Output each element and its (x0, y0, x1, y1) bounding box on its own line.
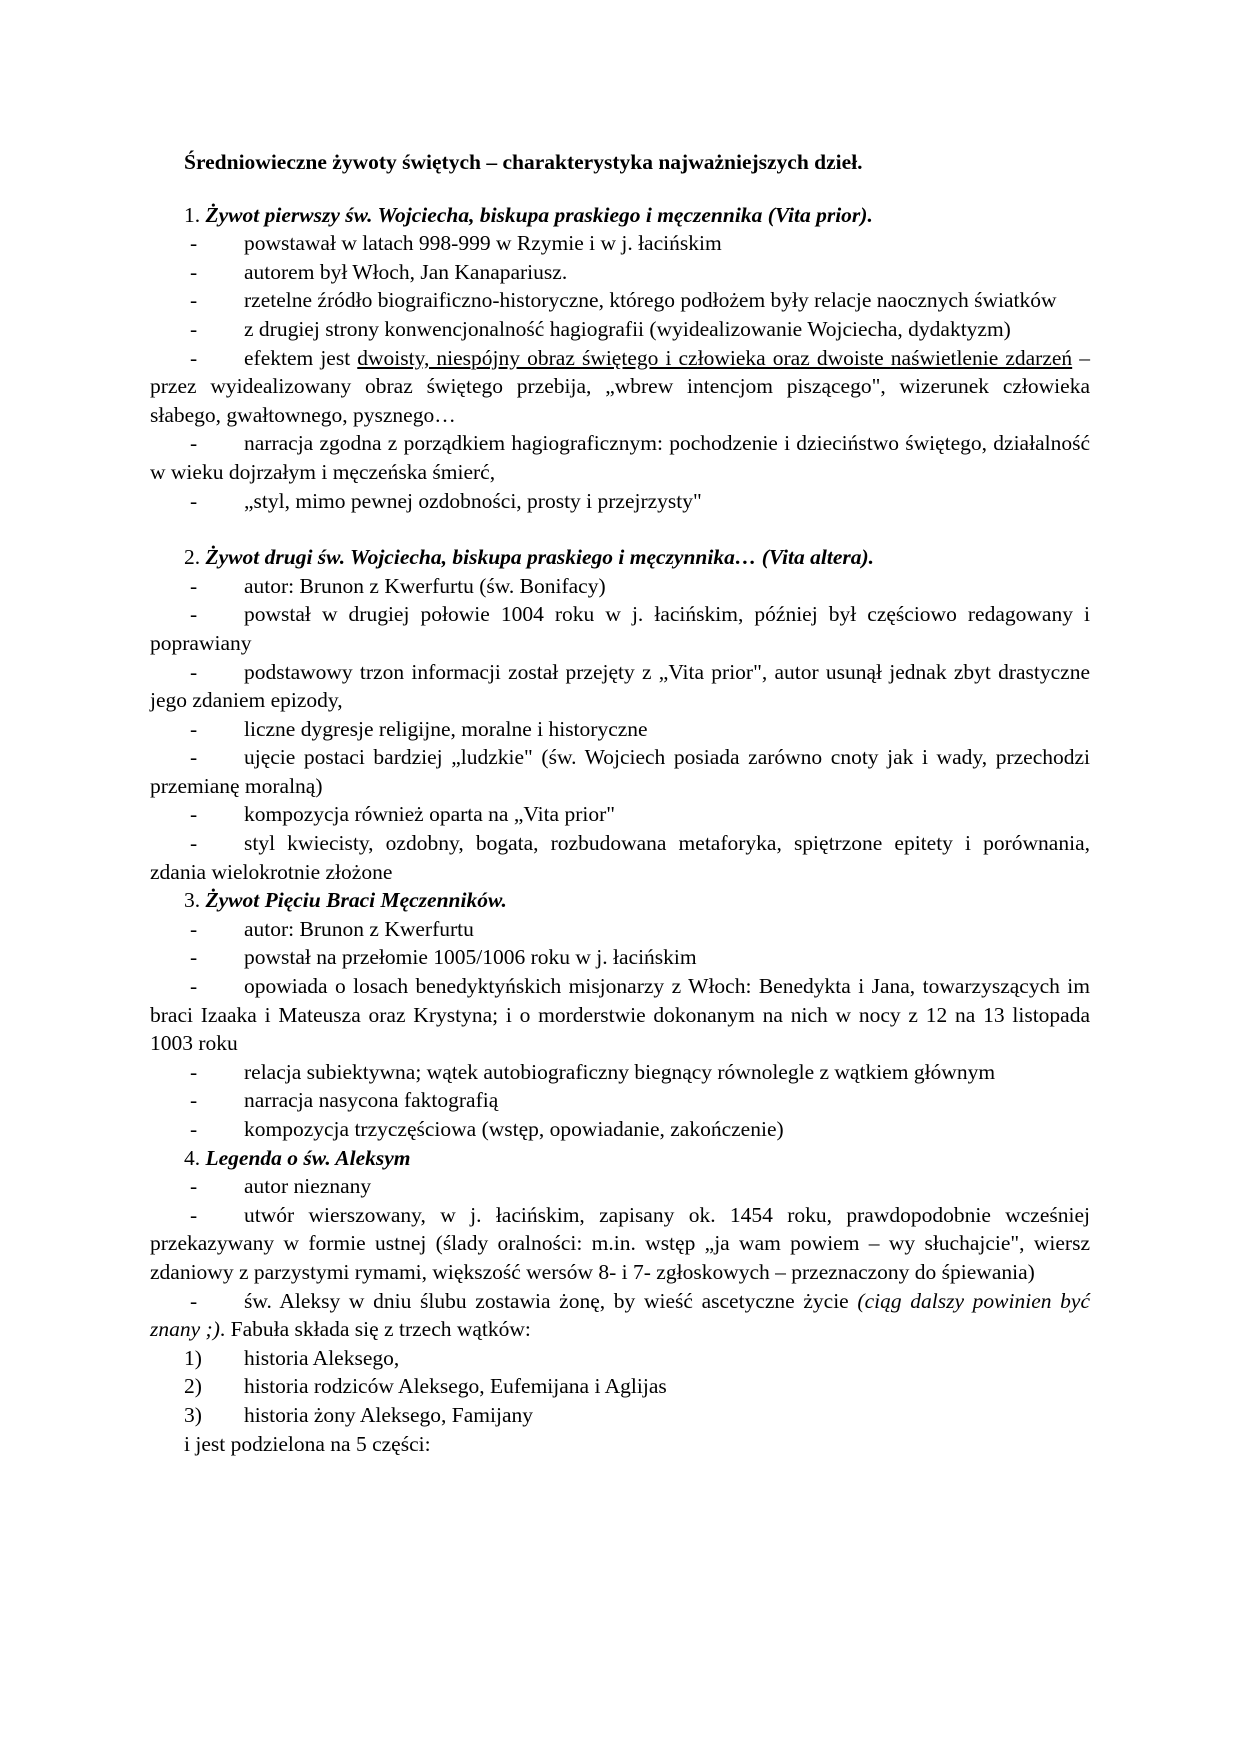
bullet-item: - narracja nasycona faktografią (150, 1086, 1090, 1115)
bullet-item: - kompozycja trzyczęściowa (wstęp, opowiadanie, zakończenie) (150, 1115, 1090, 1144)
bullet-item: - „styl, mimo pewnej ozdobności, prosty i przejrzysty" (150, 487, 1090, 516)
bullet-text: . Fabuła składa się z trzech wątków: (219, 1317, 531, 1342)
bullet-text: św. Aleksy w dniu ślubu zostawia żonę, by wieść ascetyczne życie (244, 1288, 858, 1313)
bullet-text: – przez wyidealizowany obraz świętego przebija, „wbrew intencjom piszącego", wizerunek człowieka słabego, gwałtownego, pysznego… (150, 345, 1091, 427)
bullet-item: - kompozycja również oparta na „Vita prior" (150, 800, 1090, 829)
bullet-item: - utwór wierszowany, w j. łacińskim, zapisany ok. 1454 roku, prawdopodobnie wcześniej przekazywany w formie ustnej (ślady oralności: m.in. wstęp „ja wam powiem – wy słuchajcie", wiersz zdaniowy z parzystymi rymami, większość wersów 8- i 7- zgłoskowych – przeznaczony do śpiewania) (150, 1201, 1090, 1287)
section-heading (184, 1144, 1090, 1173)
bullet-item: - autor nieznany (150, 1172, 1090, 1201)
section-heading (184, 543, 1090, 572)
section-title: Żywot Pięciu Braci Męczenników. (205, 888, 507, 913)
bullet-item: - styl kwiecisty, ozdobny, bogata, rozbudowana metaforyka, spiętrzone epitety i porównania, zdania wielokrotnie złożone (150, 829, 1090, 886)
section-number: 3. (184, 888, 201, 913)
spacer (150, 515, 1090, 543)
bullet-item: - powstał w drugiej połowie 1004 roku w j. łacińskim, później był częściowo redagowany i poprawiany (150, 600, 1090, 657)
italic-aside: (ciąg dalszy powinien być znany ;) (150, 1288, 1091, 1342)
document-title: Średniowieczne żywoty świętych – charakterystyka najważniejszych dzieł. (184, 150, 863, 174)
item-text: historia Aleksego, (244, 1345, 400, 1370)
numbered-item (184, 1372, 1090, 1401)
section-title: Legenda o św. Aleksym (205, 1145, 411, 1170)
bullet-item: - liczne dygresje religijne, moralne i historyczne (150, 715, 1090, 744)
bullet-item: - relacja subiektywna; wątek autobiograficzny biegnący równolegle z wątkiem głównym (150, 1058, 1090, 1087)
bullet-item: - rzetelne źródło biograificzno-historyczne, którego podłożem były relacje naocznych światków (150, 286, 1090, 315)
bullet-item (150, 344, 1090, 430)
section-title: Żywot drugi św. Wojciecha, biskupa praskiego i męczynnika… (Vita altera). (205, 545, 875, 570)
underlined-text: dwoisty, niespójny obraz świętego i człowieka oraz dwoiste naświetlenie zdarzeń (357, 345, 1073, 370)
numbered-item (184, 1344, 1090, 1373)
bullet-item: - autor: Brunon z Kwerfurtu (św. Bonifacy) (150, 572, 1090, 601)
item-text: historia żony Aleksego, Famijany (244, 1402, 534, 1427)
section-number: 4. (184, 1145, 201, 1170)
section-title: Żywot pierwszy św. Wojciecha, biskupa praskiego i męczennika (Vita prior). (205, 202, 873, 227)
numbered-item (184, 1401, 1090, 1430)
closing-line: i jest podzielona na 5 części: (184, 1431, 431, 1456)
bullet-item: - powstawał w latach 998-999 w Rzymie i w j. łacińskim (150, 229, 1090, 258)
item-number: 1) (184, 1345, 202, 1370)
bullet-item: - z drugiej strony konwencjonalność hagiografii (wyidealizowanie Wojciecha, dydaktyzm) (150, 315, 1090, 344)
bullet-text: efektem jest (244, 345, 358, 370)
document-body (150, 148, 1090, 1458)
bullet-item: - ujęcie postaci bardziej „ludzkie" (św. Wojciech posiada zarówno cnoty jak i wady, przechodzi przemianę moralną) (150, 743, 1090, 800)
section-heading (184, 886, 1090, 915)
bullet-item: - autorem był Włoch, Jan Kanapariusz. (150, 258, 1090, 287)
bullet-item: - autor: Brunon z Kwerfurtu (150, 915, 1090, 944)
item-text: historia rodziców Aleksego, Eufemijana i Aglijas (244, 1374, 667, 1399)
item-number: 2) (184, 1374, 202, 1399)
bullet-item: - narracja zgodna z porządkiem hagiograficznym: pochodzenie i dzieciństwo świętego, działalność w wieku dojrzałym i męczeńska śmierć, (150, 429, 1090, 486)
bullet-item: - powstał na przełomie 1005/1006 roku w j. łacińskim (150, 943, 1090, 972)
bullet-item (150, 1287, 1090, 1344)
section-number: 1. (184, 202, 201, 227)
section-heading (184, 201, 1090, 230)
bullet-item: - podstawowy trzon informacji został przejęty z „Vita prior", autor usunął jednak zbyt drastyczne jego zdaniem epizody, (150, 658, 1090, 715)
item-number: 3) (184, 1402, 202, 1427)
bullet-item: - opowiada o losach benedyktyńskich misjonarzy z Włoch: Benedykta i Jana, towarzyszących im braci Izaaka i Mateusza oraz Krystyna; i o morderstwie dokonanym na nich w nocy z 12 na 13 listopada 1003 roku (150, 972, 1090, 1058)
section-number: 2. (184, 545, 201, 570)
